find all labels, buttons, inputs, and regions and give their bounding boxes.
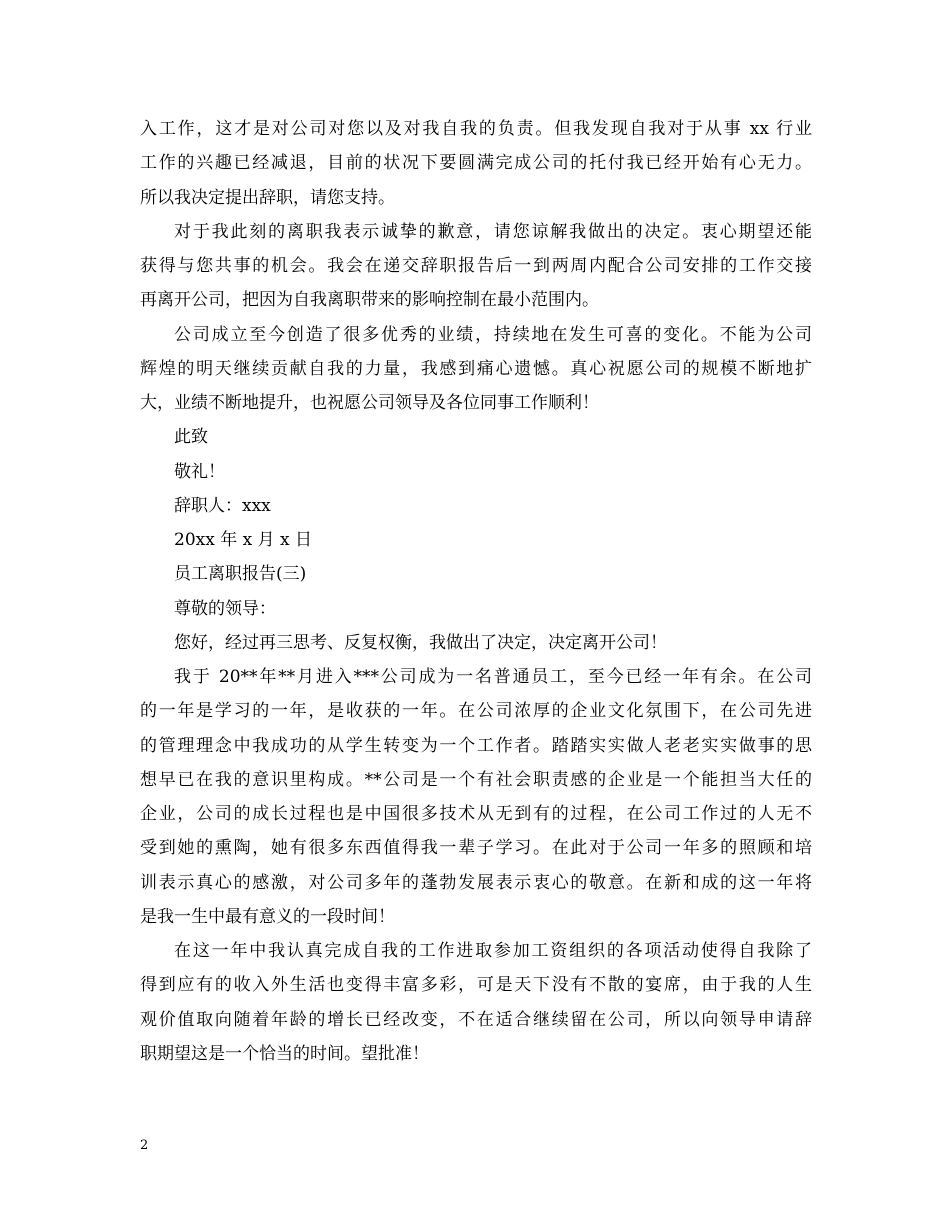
text-line: 受到她的熏陶，她有很多东西值得我一辈子学习。在此对于公司一年多的照顾和培 (140, 838, 812, 859)
text-line: 职期望这是一个恰当的时间。望批准！ (140, 1043, 429, 1064)
document-body (140, 112, 812, 1071)
text-line: 公司成立至今创造了很多优秀的业绩，持续地在发生可喜的变化。不能为公司 (174, 324, 812, 345)
text-line: 的一年是学习的一年，是收获的一年。在公司浓厚的企业文化氛围下，在公司先进 (140, 701, 812, 722)
closing-salutation: 此致 (174, 427, 208, 448)
text-line: 工作的兴趣已经减退，目前的状况下要圆满完成公司的托付我已经开始有心无力。 (140, 153, 812, 174)
text-line: 您好，经过再三思考、反复权衡，我做出了决定，决定离开公司！ (174, 632, 667, 653)
text-line: 的管理理念中我成功的从学生转变为一个工作者。踏踏实实做人老老实实做事的思 (140, 735, 812, 756)
text-line: 所以我决定提出辞职，请您支持。 (140, 187, 395, 208)
text-line: 辉煌的明天继续贡献自我的力量，我感到痛心遗憾。真心祝愿公司的规模不断地扩 (140, 358, 812, 379)
text-line: 企业，公司的成长过程也是中国很多技术从无到有的过程，在公司工作过的人无不 (140, 804, 812, 824)
page-number: 2 (140, 1138, 149, 1153)
text-line: 对于我此刻的离职我表示诚挚的歉意，请您谅解我做出的决定。衷心期望还能 (174, 221, 812, 242)
text-line: 大，业绩不断地提升，也祝愿公司领导及各位同事工作顺利！ (140, 393, 599, 413)
text-line: 我于 20**年**月进入***公司成为一名普通员工，至今已经一年有余。在公司 (174, 667, 812, 687)
text-line: 是我一生中最有意义的一段时间！ (140, 906, 395, 927)
text-line: 观价值取向随着年龄的增长已经改变，不在适合继续留在公司，所以向领导申请辞 (140, 1009, 812, 1030)
greeting-line: 尊敬的领导： (174, 598, 276, 619)
text-line: 入工作，这才是对公司对您以及对我自我的负责。但我发现自我对于从事 xx 行业 (140, 119, 812, 139)
text-line: 得到应有的收入外生活也变得丰富多彩，可是天下没有不散的宴席，由于我的人生 (140, 975, 812, 996)
text-line: 想早已在我的意识里构成。**公司是一个有社会职责感的企业是一个能担当大任的 (140, 769, 812, 790)
text-line: 再离开公司，把因为自我离职带来的影响控制在最小范围内。 (140, 290, 599, 311)
date-line: 20xx 年 x 月 x 日 (174, 530, 313, 550)
section-heading: 员工离职报告(三) (174, 564, 307, 585)
text-line: 训表示真心的感激，对公司多年的蓬勃发展表示衷心的敬意。在新和成的这一年将 (140, 872, 812, 893)
signature-line: 辞职人：xxx (174, 495, 271, 516)
closing-regards: 敬礼！ (174, 461, 225, 482)
text-line: 获得与您共事的机会。我会在递交辞职报告后一到两周内配合公司安排的工作交接 (140, 256, 812, 276)
text-line: 在这一年中我认真完成自我的工作进取参加工资组织的各项活动使得自我除了 (174, 941, 812, 961)
